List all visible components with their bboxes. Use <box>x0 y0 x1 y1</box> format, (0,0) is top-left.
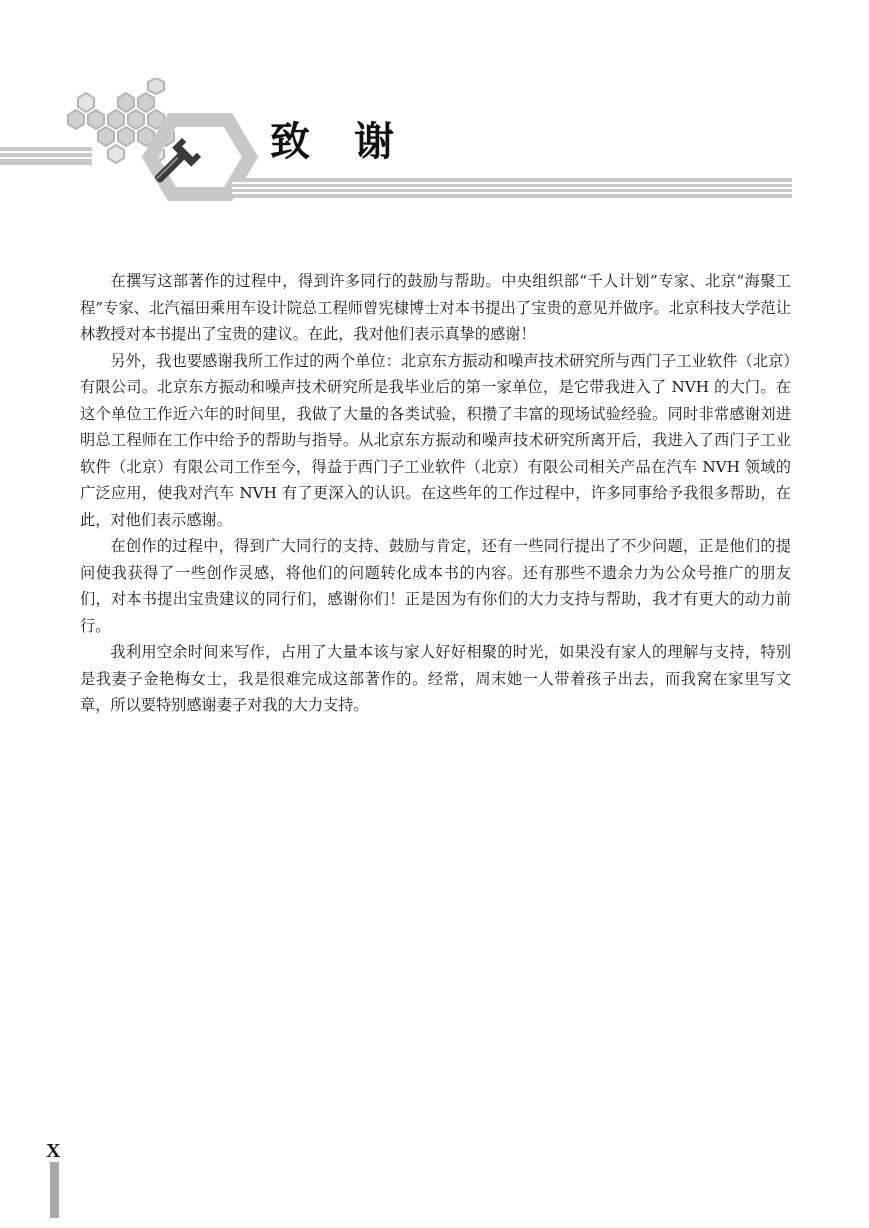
page-number-bar <box>50 1162 59 1218</box>
header-band-left <box>0 147 92 165</box>
paragraph: 另外，我也要感谢我所工作过的两个单位：北京东方振动和噪声技术研究所与西门子工业软件（北京）有限公司。北京东方振动和噪声技术研究所是我毕业后的第一家单位，是它带我进入了 NVH 的大门。在这个单位工作近六年的时间里，我做了大量的各类试验，积攒了丰富的现场试验经验。同时非常感谢刘进明总工程师在工作中给予的帮助与指导。从北京东方振动和噪声技术研究所离开后，我进入了西门子工业软件（北京）有限公司工作至今，得益于西门子工业软件（北京）有限公司相关产品在汽车 NVH 领域的广泛应用，使我对汽车 NVH 有了更深入的认识。在这些年的工作过程中，许多同事给予我很多帮助，在此，对他们表示感谢。 <box>80 351 791 529</box>
paragraph: 在撰写这部著作的过程中，得到许多同行的鼓励与帮助。中央组织部“千人计划”专家、北京“海聚工程”专家、北汽福田乘用车设计院总工程师曾宪棣博士对本书提出了宝贵的意见并做序。北京科技大学范让林教授对本书提出了宝贵的建议。在此，我对他们表示真挚的感谢！ <box>80 272 791 343</box>
page-number: X <box>46 1140 61 1162</box>
body-text <box>80 268 791 719</box>
paragraph: 在创作的过程中，得到广大同行的支持、鼓励与肯定，还有一些同行提出了不少问题，正是他们的提问使我获得了一些创作灵感，将他们的问题转化成本书的内容。还有那些不遗余力为公众号推广的朋友们，对本书提出宝贵建议的同行们，感谢你们！正是因为有你们的大力支持与帮助，我才有更大的动力前行。 <box>80 537 791 635</box>
paragraph: 我利用空余时间来写作，占用了大量本该与家人好好相聚的时光，如果没有家人的理解与支持，特别是我妻子金艳梅女士，我是很难完成这部著作的。经常，周末她一人带着孩子出去，而我窝在家里写文章，所以要特别感谢妻子对我的大力支持。 <box>80 643 791 714</box>
chapter-title: 致谢 <box>270 119 438 165</box>
